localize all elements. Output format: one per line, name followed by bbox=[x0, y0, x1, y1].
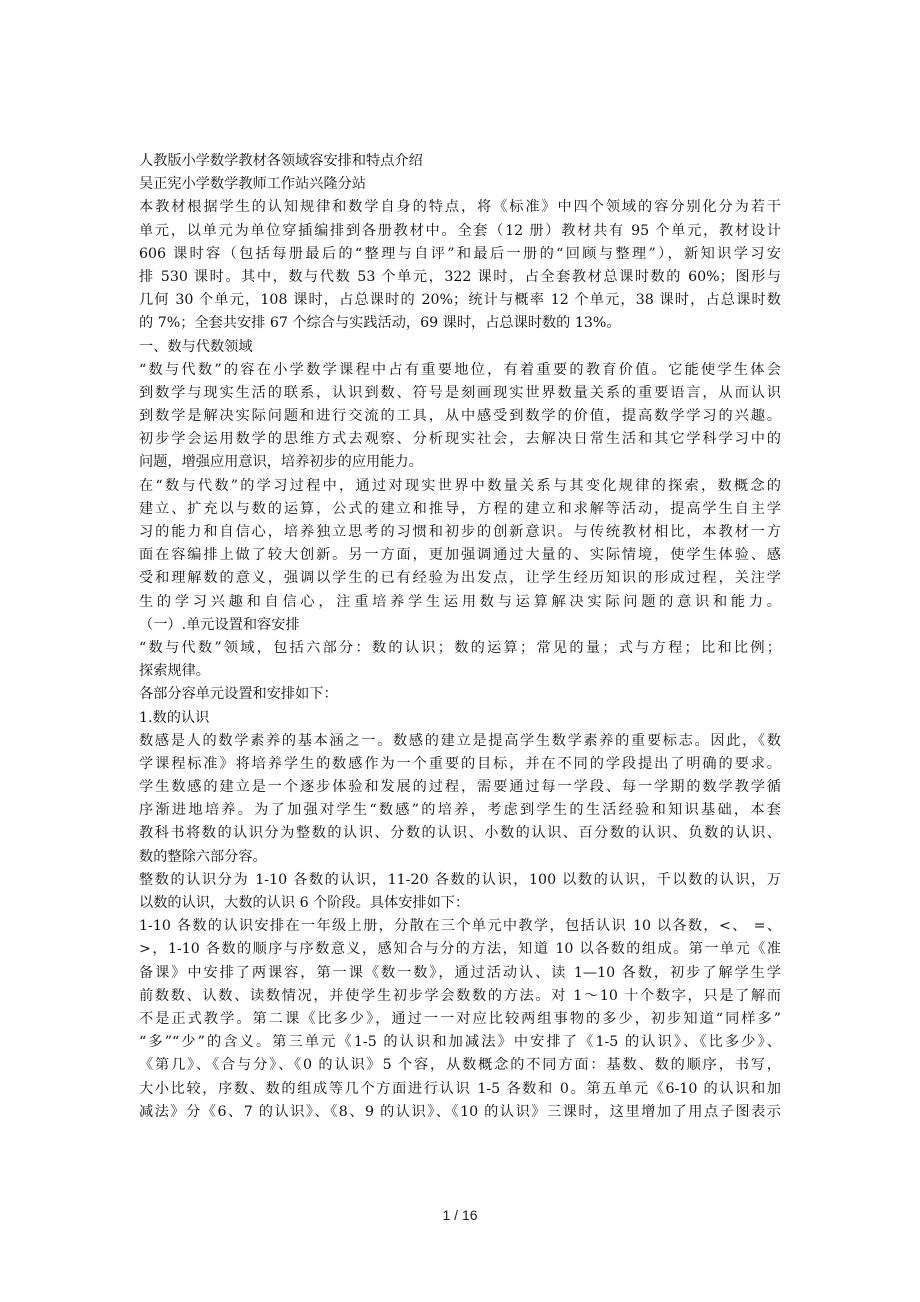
text-line: 到数学是解决实际问题和进行交流的工具，从中感受到数学的价值，提高数学学习的兴趣。 bbox=[139, 408, 781, 425]
text-line: 备课》中安排了两课容，第一课《数一数》，通过活动认、读 1—10 各数，初步了解学生学 bbox=[139, 964, 781, 981]
text-line: “数与代数”的容在小学数学课程中占有重要地位，有着重要的教育价值。它能使学生体会 bbox=[139, 361, 781, 378]
text-line: 几何 30 个单元，108 课时，占总课时的 20%；统计与概率 12 个单元，38 课时，占总课时数 bbox=[139, 292, 781, 309]
document-body bbox=[139, 150, 781, 1124]
text-line: 数感是人的数学素养的基本涵之一。数感的建立是提高学生数学素养的重要标志。因此，《数 bbox=[139, 732, 781, 749]
text-line: 学生数感的建立是一个逐步体验和发展的过程，需要通过每一学段、每一学期的数学教学循 bbox=[139, 779, 781, 796]
text-line: 初步学会运用数学的思维方式去观察、分析现实社会，去解决日常生活和其它学科学习中的 bbox=[139, 431, 781, 448]
text-line: 以数的认识，大数的认识 6 个阶段。具体安排如下： bbox=[139, 895, 470, 911]
text-line: 序渐进地培养。为了加强对学生“数感”的培养，考虑到学生的生活经验和知识基础，本套 bbox=[139, 802, 781, 819]
text-line: >，1-10 各数的顺序与序数意义，感知合与分的方法，知道 10 以各数的组成。第一单元《准 bbox=[139, 941, 781, 958]
text-line: 吴正宪小学数学教师工作站兴隆分站 bbox=[139, 176, 367, 193]
text-line: 建立、扩充以与数的运算，公式的建立和推导，方程的建立和求解等活动，提高学生自主学 bbox=[139, 500, 781, 517]
text-line: 教科书将数的认识分为整数的认识、分数的认识、小数的认识、百分数的认识、负数的认识、 bbox=[139, 825, 781, 842]
text-line: 606 课时容（包括每册最后的“整理与自评”和最后一册的“回顾与整理”），新知识学习安 bbox=[139, 245, 781, 262]
text-line: 1-10 各数的认识安排在一年级上册，分散在三个单元中教学，包括认识 10 以各数，<、 =、 bbox=[139, 918, 781, 935]
text-line: 大小比较，序数、数的组成等几个方面进行认识 1-5 各数和 0。第五单元《6-10 的认识和加 bbox=[139, 1080, 781, 1097]
text-line: 单元，以单元为单位穿插编排到各册教材中。全套（12 册）教材共有 95 个单元，教材设计 bbox=[139, 222, 781, 239]
text-line: 本教材根据学生的认知规律和数学自身的特点，将《标准》中四个领域的容分别化分为若干 bbox=[139, 199, 781, 216]
text-line: 习的能力和自信心，培养独立思考的习惯和初步的创新意识。与传统教材相比，本教材一方 bbox=[139, 524, 781, 540]
text-line: 《第几》、《合与分》、《0 的认识》5 个容，从数概念的不同方面：基数、数的顺序，书写， bbox=[139, 1057, 781, 1074]
text-line: 1.数的认识 bbox=[139, 709, 210, 726]
text-line: “数与代数”领域，包括六部分：数的认识；数的运算；常见的量；式与方程；比和比例； bbox=[139, 639, 781, 656]
text-line: 学课程标准》将培养学生的数感作为一个重要的目标，并在不同的学段提出了明确的要求。 bbox=[139, 755, 781, 772]
text-line: 各部分容单元设置和安排如下： bbox=[139, 686, 338, 703]
text-line: 在“数与代数”的学习过程中，通过对现实世界中数量关系与其变化规律的探索，数概念的 bbox=[139, 477, 781, 494]
text-line: 探索规律。 bbox=[139, 663, 210, 680]
text-line: 数的整除六部分容。 bbox=[139, 848, 267, 865]
text-line: 前数数、认数、读数情况，并使学生初步学会数数的方法。对 1～10 十个数字，只是了解而 bbox=[139, 987, 781, 1004]
page-number: 1 / 16 bbox=[442, 1207, 478, 1223]
text-line: 问题，增强应用意识，培养初步的应用能力。 bbox=[139, 454, 423, 471]
text-line: 排 530 课时。其中，数与代数 53 个单元，322 课时，占全套教材总课时数的 60%；图形与 bbox=[139, 268, 781, 285]
text-line: 一、数与代数领域 bbox=[139, 338, 253, 355]
text-line: 人教版小学数学教材各领域容安排和特点介绍 bbox=[139, 153, 423, 169]
text-line: 整数的认识分为 1-10 各数的认识，11-20 各数的认识，100 以数的认识，千以数的认识，万 bbox=[139, 871, 781, 888]
text-line: （一）.单元设置和容安排 bbox=[139, 616, 300, 633]
text-line: 减法》分《6、7 的认识》、《8、9 的认识》、《10 的认识》三课时，这里增加了用点子图表示 bbox=[139, 1103, 781, 1120]
text-line: 的 7%；全套共安排 67 个综合与实践活动，69 课时，占总课时数的 13%。 bbox=[139, 315, 621, 332]
text-line: 到数学与现实生活的联系，认识到数、符号是刻画现实世界数量关系的重要语言，从而认识 bbox=[139, 384, 781, 401]
text-line: 不是正式教学。第二课《比多少》，通过一一对应比较两组事物的多少，初步知道“同样多” bbox=[139, 1010, 781, 1027]
text-line: 面在容编排上做了较大创新。另一方面，更加强调通过大量的、实际情境，使学生体验、感 bbox=[139, 547, 781, 564]
text-line: 受和理解数的意义，强调以学生的已有经验为出发点，让学生经历知识的形成过程，关注学 bbox=[139, 570, 781, 587]
text-line: 生的学习兴趣和自信心，注重培养学生运用数与运算解决实际问题的意识和能力。 bbox=[139, 593, 781, 610]
text-line: “多”“少”的含义。第三单元《1-5 的认识和加减法》中安排了《1-5 的认识》、《比多少》、 bbox=[139, 1034, 781, 1051]
